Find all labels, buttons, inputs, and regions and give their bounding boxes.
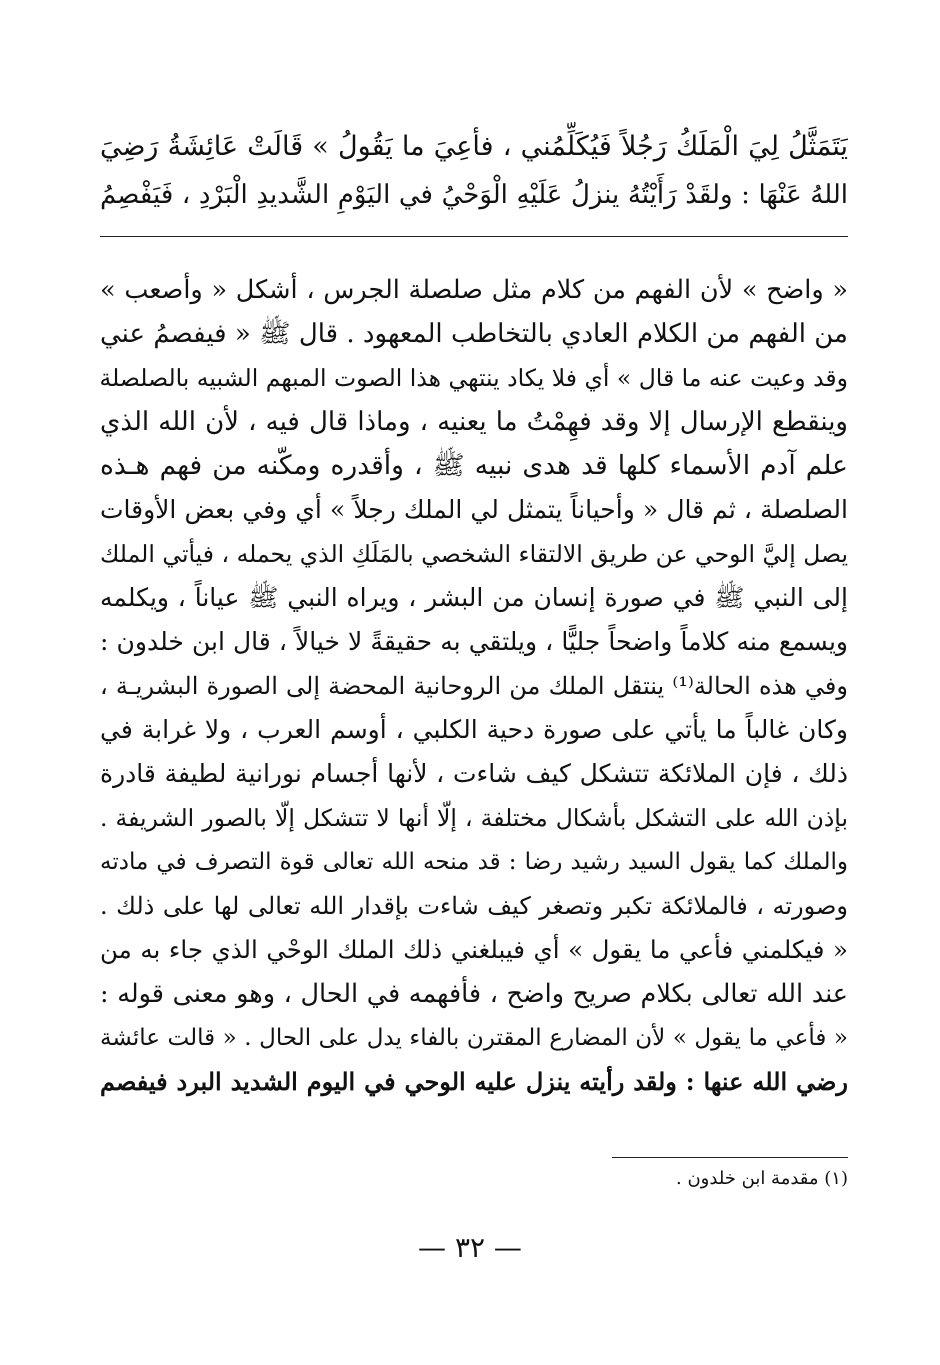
hadith-line: اللهُ عَنْهَا : ولقَدْ رَأَيْتُهُ ينزلُ عَلَيْهِ الْوَحْيُ في اليَوْمِ الشَّديدِ الْبَرْدِ ، فَيَفْصِمُ xyxy=(100,180,848,210)
commentary-text xyxy=(100,268,848,1104)
text-line: عند الله تعالى بكلام صريح واضح ، فأفهمه في الحال ، وهو معنى قوله : xyxy=(100,979,848,1009)
page-number: — ٣٢ — xyxy=(418,1231,522,1264)
text-line: رضي الله عنها : ولقد رأيته ينزل عليه الوحي في اليوم الشديد البرد فيفصم xyxy=(100,1067,848,1096)
text-line: ذلك ، فإن الملائكة تتشكل كيف شاءت ، لأنها أجسام نورانية لطيفة قادرة xyxy=(100,759,848,788)
hadith-line: يَتَمَثَّلُ لِيَ الْمَلَكُ رَجُلاً فَيُكَلِّمُني ، فأعِيَ ما يَقُولُ » قَالَتْ عَائِشَةُ رَضِيَ xyxy=(100,131,848,162)
footnote-divider xyxy=(612,1157,848,1158)
text-line: « واضح » لأن الفهم من كلام مثل صلصلة الجرس ، أشكل « وأصعب » xyxy=(100,275,848,305)
text-line: علم آدم الأسماء كلها قد هدى نبيه ﷺ ، وأقدره ومكّنه من فهم هـذه xyxy=(100,450,848,481)
text-line: يصل إليَّ الوحي عن طريق الالتقاء الشخصي بالمَلَكِ الذي يحمله ، فيأتي الملك xyxy=(100,540,848,568)
hadith-text xyxy=(100,122,848,220)
footnote: (١) مقدمة ابن خلدون . xyxy=(676,1168,848,1189)
text-line: « فأعي ما يقول » لأن المضارع المقترن بالفاء يدل على الحال . « قالت عائشة xyxy=(100,1025,848,1051)
text-line: إلى النبي ﷺ في صورة إنسان من البشر ، ويراه النبي ﷺ عياناً ، ويكلمه xyxy=(100,583,848,612)
text-line: بإذن الله على التشكل بأشكال مختلفة ، إلّا أنها لا تتشكل إلّا بالصور الشريفة . xyxy=(100,804,848,832)
text-line: والملك كما يقول السيد رشيد رضا : قد منحه الله تعالى قوة التصرف في مادته xyxy=(100,849,848,875)
text-line: وصورته ، فالملائكة تكبر وتصغر كيف شاءت بإقدار الله تعالى لها على ذلك . xyxy=(100,892,848,920)
text-line: وقد وعيت عنه ما قال » أي فلا يكاد ينتهي هذا الصوت المبهم الشبيه بالصلصلة xyxy=(100,364,848,392)
text-line: « فيكلمني فأعي ما يقول » أي فيبلغني ذلك الملك الوحْي الذي جاء به من xyxy=(100,935,848,964)
text-line: وفي هذه الحالة⁽¹⁾ ينتقل الملك من الروحانية المحضة إلى الصورة البشريـة ، xyxy=(100,672,848,700)
hadith-divider xyxy=(100,236,848,237)
text-line: وينقطع الإرسال إلا وقد فهِمْتُ ما يعنيه ، وماذا قال فيه ، لأن الله الذي xyxy=(100,407,848,437)
text-line: الصلصلة ، ثم قال « وأحياناً يتمثل لي الملك رجلاً » أي وفي بعض الأوقات xyxy=(100,495,848,524)
text-line: ويسمع منه كلاماً واضحاً جليًّا ، ويلتقي به حقيقةً لا خيالاً ، قال ابن خلدون : xyxy=(100,627,848,656)
text-line: من الفهم من الكلام العادي بالتخاطب المعهود . قال ﷺ « فيفصمُ عني xyxy=(100,319,848,349)
text-line: وكان غالباً ما يأتي على صورة دحية الكلبي ، أوسم العرب ، ولا غرابة في xyxy=(100,715,848,744)
